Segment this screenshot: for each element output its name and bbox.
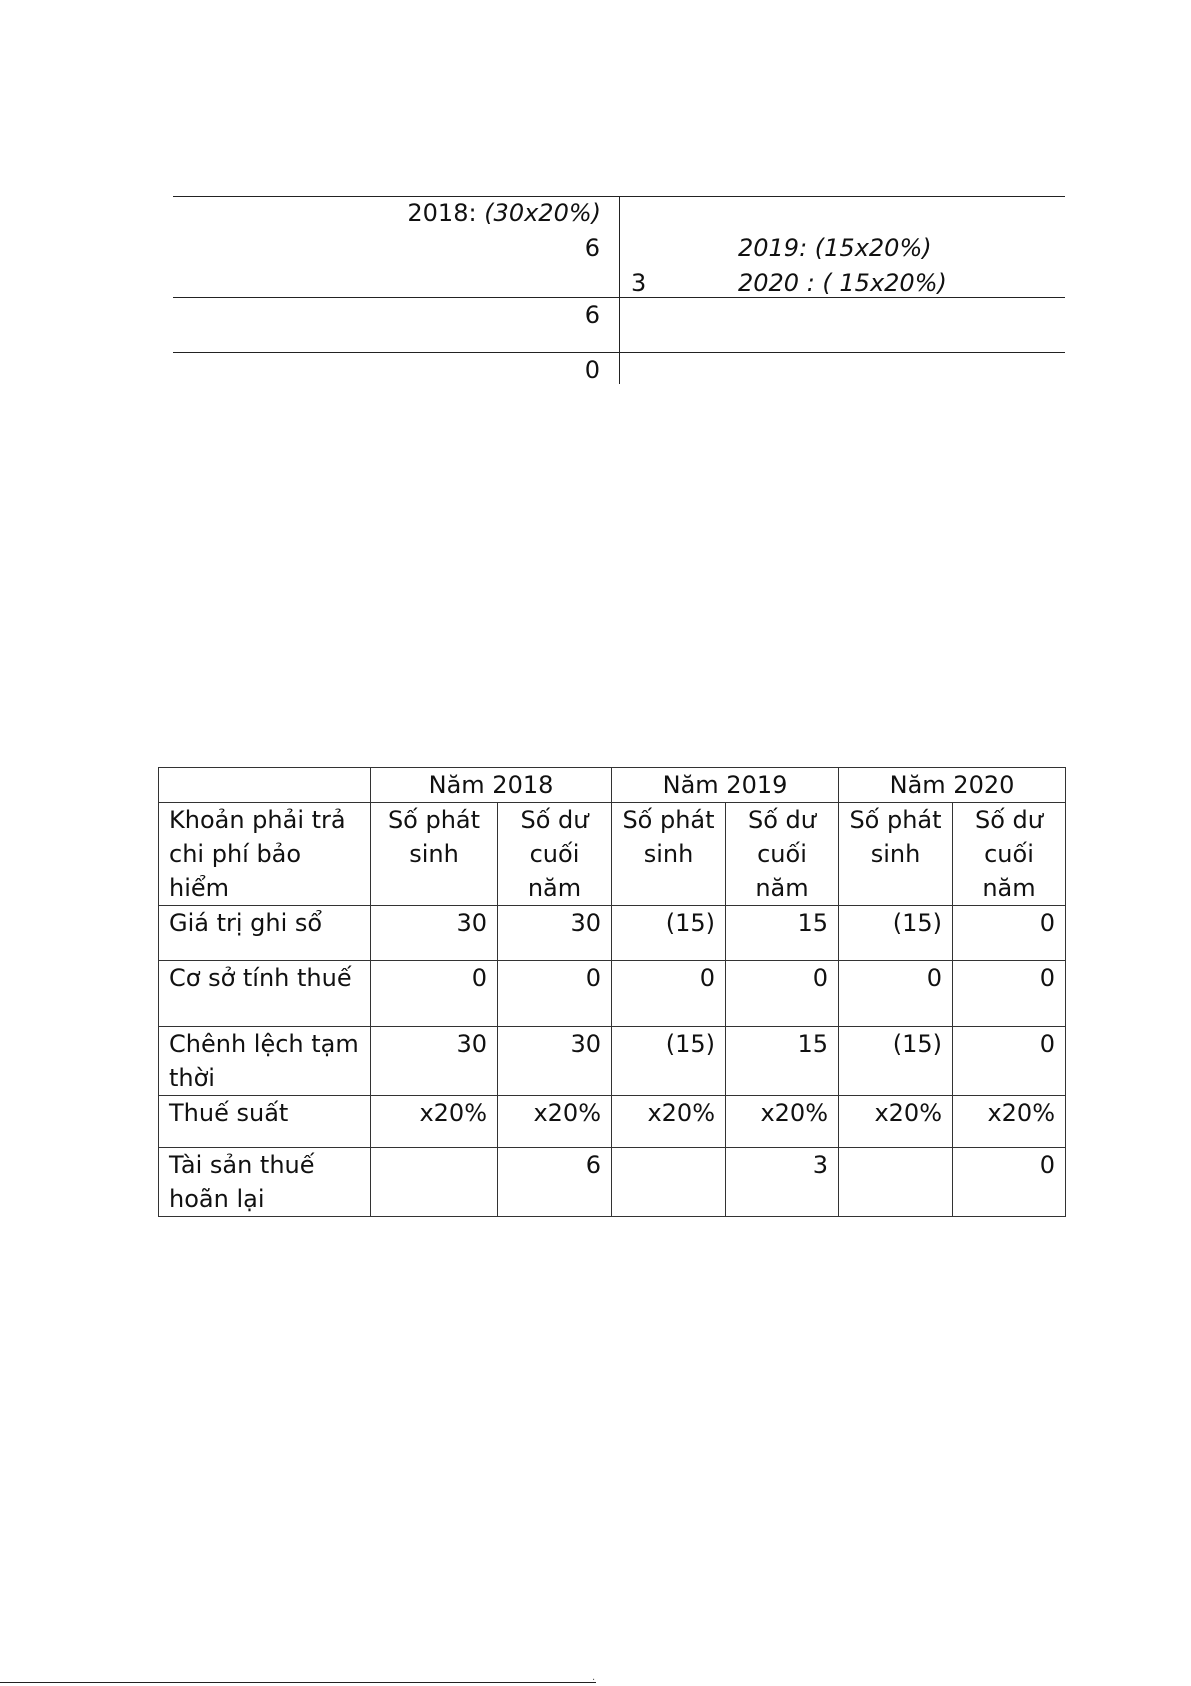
table-cell: 0 bbox=[953, 906, 1066, 961]
t-account bbox=[173, 196, 1065, 384]
table-row bbox=[159, 1148, 1066, 1217]
table-row bbox=[159, 1027, 1066, 1096]
table-cell: 0 bbox=[726, 961, 839, 1027]
footnote-separator bbox=[0, 1682, 596, 1683]
year-header-2018: Năm 2018 bbox=[371, 768, 612, 803]
row-label: Thuế suất bbox=[159, 1096, 371, 1148]
table-cell: 6 bbox=[498, 1148, 612, 1217]
table-row bbox=[159, 1096, 1066, 1148]
table-cell: 0 bbox=[953, 1027, 1066, 1096]
footnote-marker-dot: · bbox=[592, 1675, 596, 1686]
sub-header: Số dư cuối năm bbox=[726, 803, 839, 906]
table-row bbox=[159, 961, 1066, 1027]
table-cell: 0 bbox=[498, 961, 612, 1027]
table-cell: x20% bbox=[953, 1096, 1066, 1148]
t-account-center-rule bbox=[619, 196, 620, 384]
table-cell: 0 bbox=[371, 961, 498, 1027]
table-cell: 30 bbox=[371, 1027, 498, 1096]
table-cell: 0 bbox=[953, 1148, 1066, 1217]
table-cell: (15) bbox=[612, 1027, 726, 1096]
debit-entry-2018 bbox=[407, 199, 601, 227]
table-cell: 15 bbox=[726, 1027, 839, 1096]
debit-subtotal: 6 bbox=[584, 301, 600, 329]
debit-entry-2018-prefix: 2018: bbox=[407, 199, 485, 227]
table-cell bbox=[612, 1148, 726, 1217]
year-header-2019: Năm 2019 bbox=[612, 768, 839, 803]
blank-corner-cell bbox=[159, 768, 371, 803]
table-cell: x20% bbox=[612, 1096, 726, 1148]
year-header-row bbox=[159, 768, 1066, 803]
table-cell: x20% bbox=[726, 1096, 839, 1148]
ending-balance: 0 bbox=[584, 356, 600, 384]
table-cell: (15) bbox=[839, 1027, 953, 1096]
table-cell: 3 bbox=[726, 1148, 839, 1217]
sub-header: Số dư cuối năm bbox=[498, 803, 612, 906]
table-cell: (15) bbox=[612, 906, 726, 961]
table-cell: 15 bbox=[726, 906, 839, 961]
row-label: Giá trị ghi sổ bbox=[159, 906, 371, 961]
row-header-label: Khoản phải trả chi phí bảo hiểm bbox=[159, 803, 371, 906]
table-cell: 0 bbox=[839, 961, 953, 1027]
sub-header: Số dư cuối năm bbox=[953, 803, 1066, 906]
year-header-2020: Năm 2020 bbox=[839, 768, 1066, 803]
table-cell: x20% bbox=[498, 1096, 612, 1148]
sub-header: Số phát sinh bbox=[371, 803, 498, 906]
table-cell: 30 bbox=[498, 1027, 612, 1096]
table-cell: x20% bbox=[839, 1096, 953, 1148]
debit-amount-2018: 6 bbox=[584, 234, 600, 262]
row-label: Tài sản thuế hoãn lại bbox=[159, 1148, 371, 1217]
sub-header: Số phát sinh bbox=[612, 803, 726, 906]
table-cell: (15) bbox=[839, 906, 953, 961]
sub-header: Số phát sinh bbox=[839, 803, 953, 906]
table-row bbox=[159, 906, 1066, 961]
table-cell bbox=[839, 1148, 953, 1217]
table-cell: 30 bbox=[371, 906, 498, 961]
credit-entry-2019: 2019: (15x20%) bbox=[738, 234, 932, 262]
table-cell: 0 bbox=[612, 961, 726, 1027]
row-label: Cơ sở tính thuế bbox=[159, 961, 371, 1027]
credit-amount-2019: 3 bbox=[631, 269, 647, 297]
table-cell: 0 bbox=[953, 961, 1066, 1027]
table-cell: 30 bbox=[498, 906, 612, 961]
table-cell bbox=[371, 1148, 498, 1217]
deferred-tax-table bbox=[158, 767, 1066, 1217]
table-cell: x20% bbox=[371, 1096, 498, 1148]
debit-entry-2018-formula: (30x20%) bbox=[484, 199, 601, 227]
credit-entry-2020: 2020 : ( 15x20%) bbox=[738, 269, 947, 297]
sub-header-row bbox=[159, 803, 1066, 906]
row-label: Chênh lệch tạm thời bbox=[159, 1027, 371, 1096]
